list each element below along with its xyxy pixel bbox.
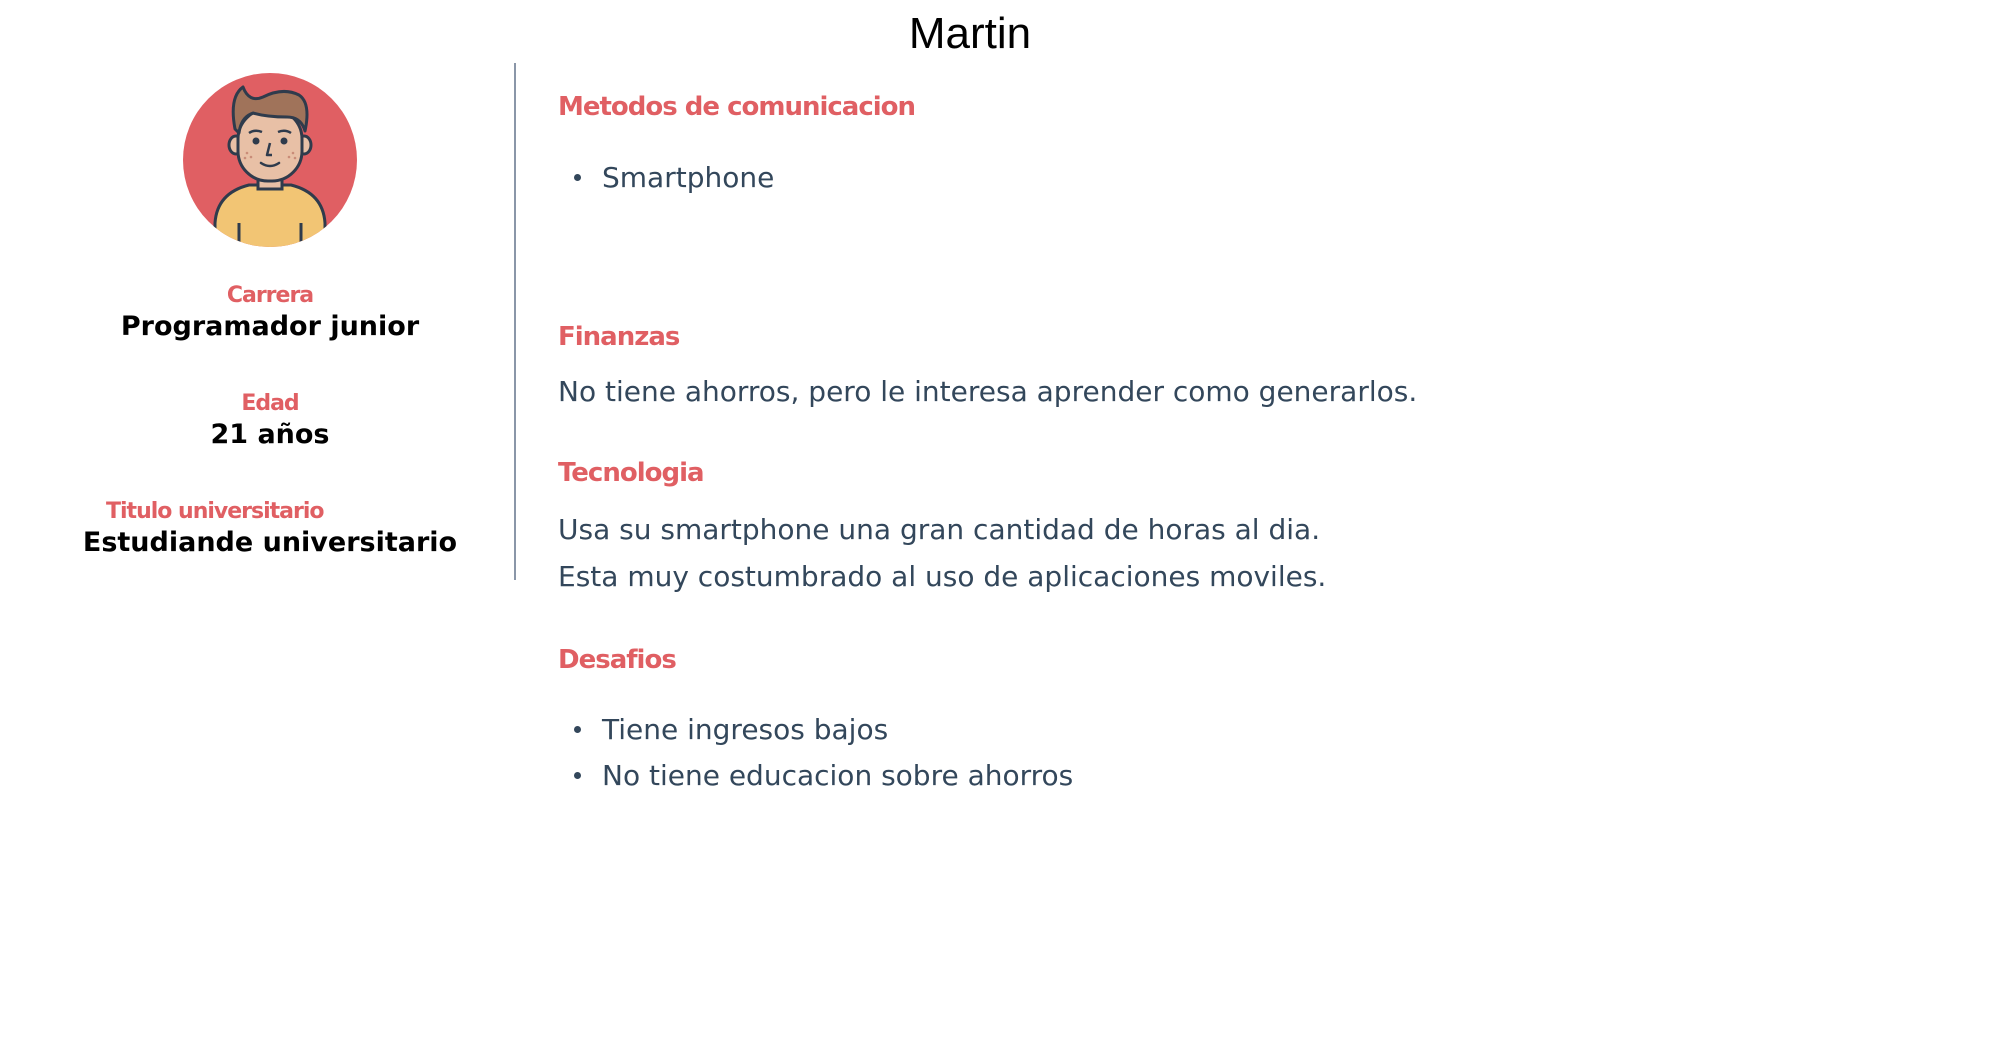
degree-value: Estudiande universitario [82, 527, 458, 558]
column-divider [514, 63, 516, 580]
career-field [60, 282, 480, 344]
degree-field [60, 498, 480, 560]
communication-title: Metodos de comunicacion [558, 92, 916, 122]
list-item [574, 758, 1073, 794]
technology-title: Tecnologia [558, 458, 704, 488]
page-title: Martin [908, 9, 1032, 58]
list-item [574, 712, 888, 748]
career-value: Programador junior [120, 311, 420, 342]
bullet-icon [574, 174, 581, 181]
age-field [60, 390, 480, 452]
technology-line-1: Usa su smartphone una gran cantidad de horas al dia. [558, 513, 1321, 546]
man-avatar-icon [183, 73, 357, 247]
technology-line-2: Esta muy costumbrado al uso de aplicaciones moviles. [558, 560, 1327, 593]
challenge-item-1: Tiene ingresos bajos [602, 713, 889, 746]
bullet-icon [574, 772, 581, 779]
career-label: Carrera [226, 283, 314, 308]
challenge-item-2: No tiene educacion sobre ahorros [602, 759, 1074, 792]
age-value: 21 años [210, 419, 330, 450]
challenges-title: Desafios [558, 645, 676, 675]
finances-text: No tiene ahorros, pero le interesa aprender como generarlos. [558, 375, 1418, 408]
age-label: Edad [241, 391, 299, 416]
list-item [574, 160, 774, 196]
bullet-icon [574, 726, 581, 733]
communication-item: Smartphone [602, 161, 775, 194]
finances-title: Finanzas [558, 322, 680, 352]
degree-label: Titulo universitario [106, 499, 324, 524]
